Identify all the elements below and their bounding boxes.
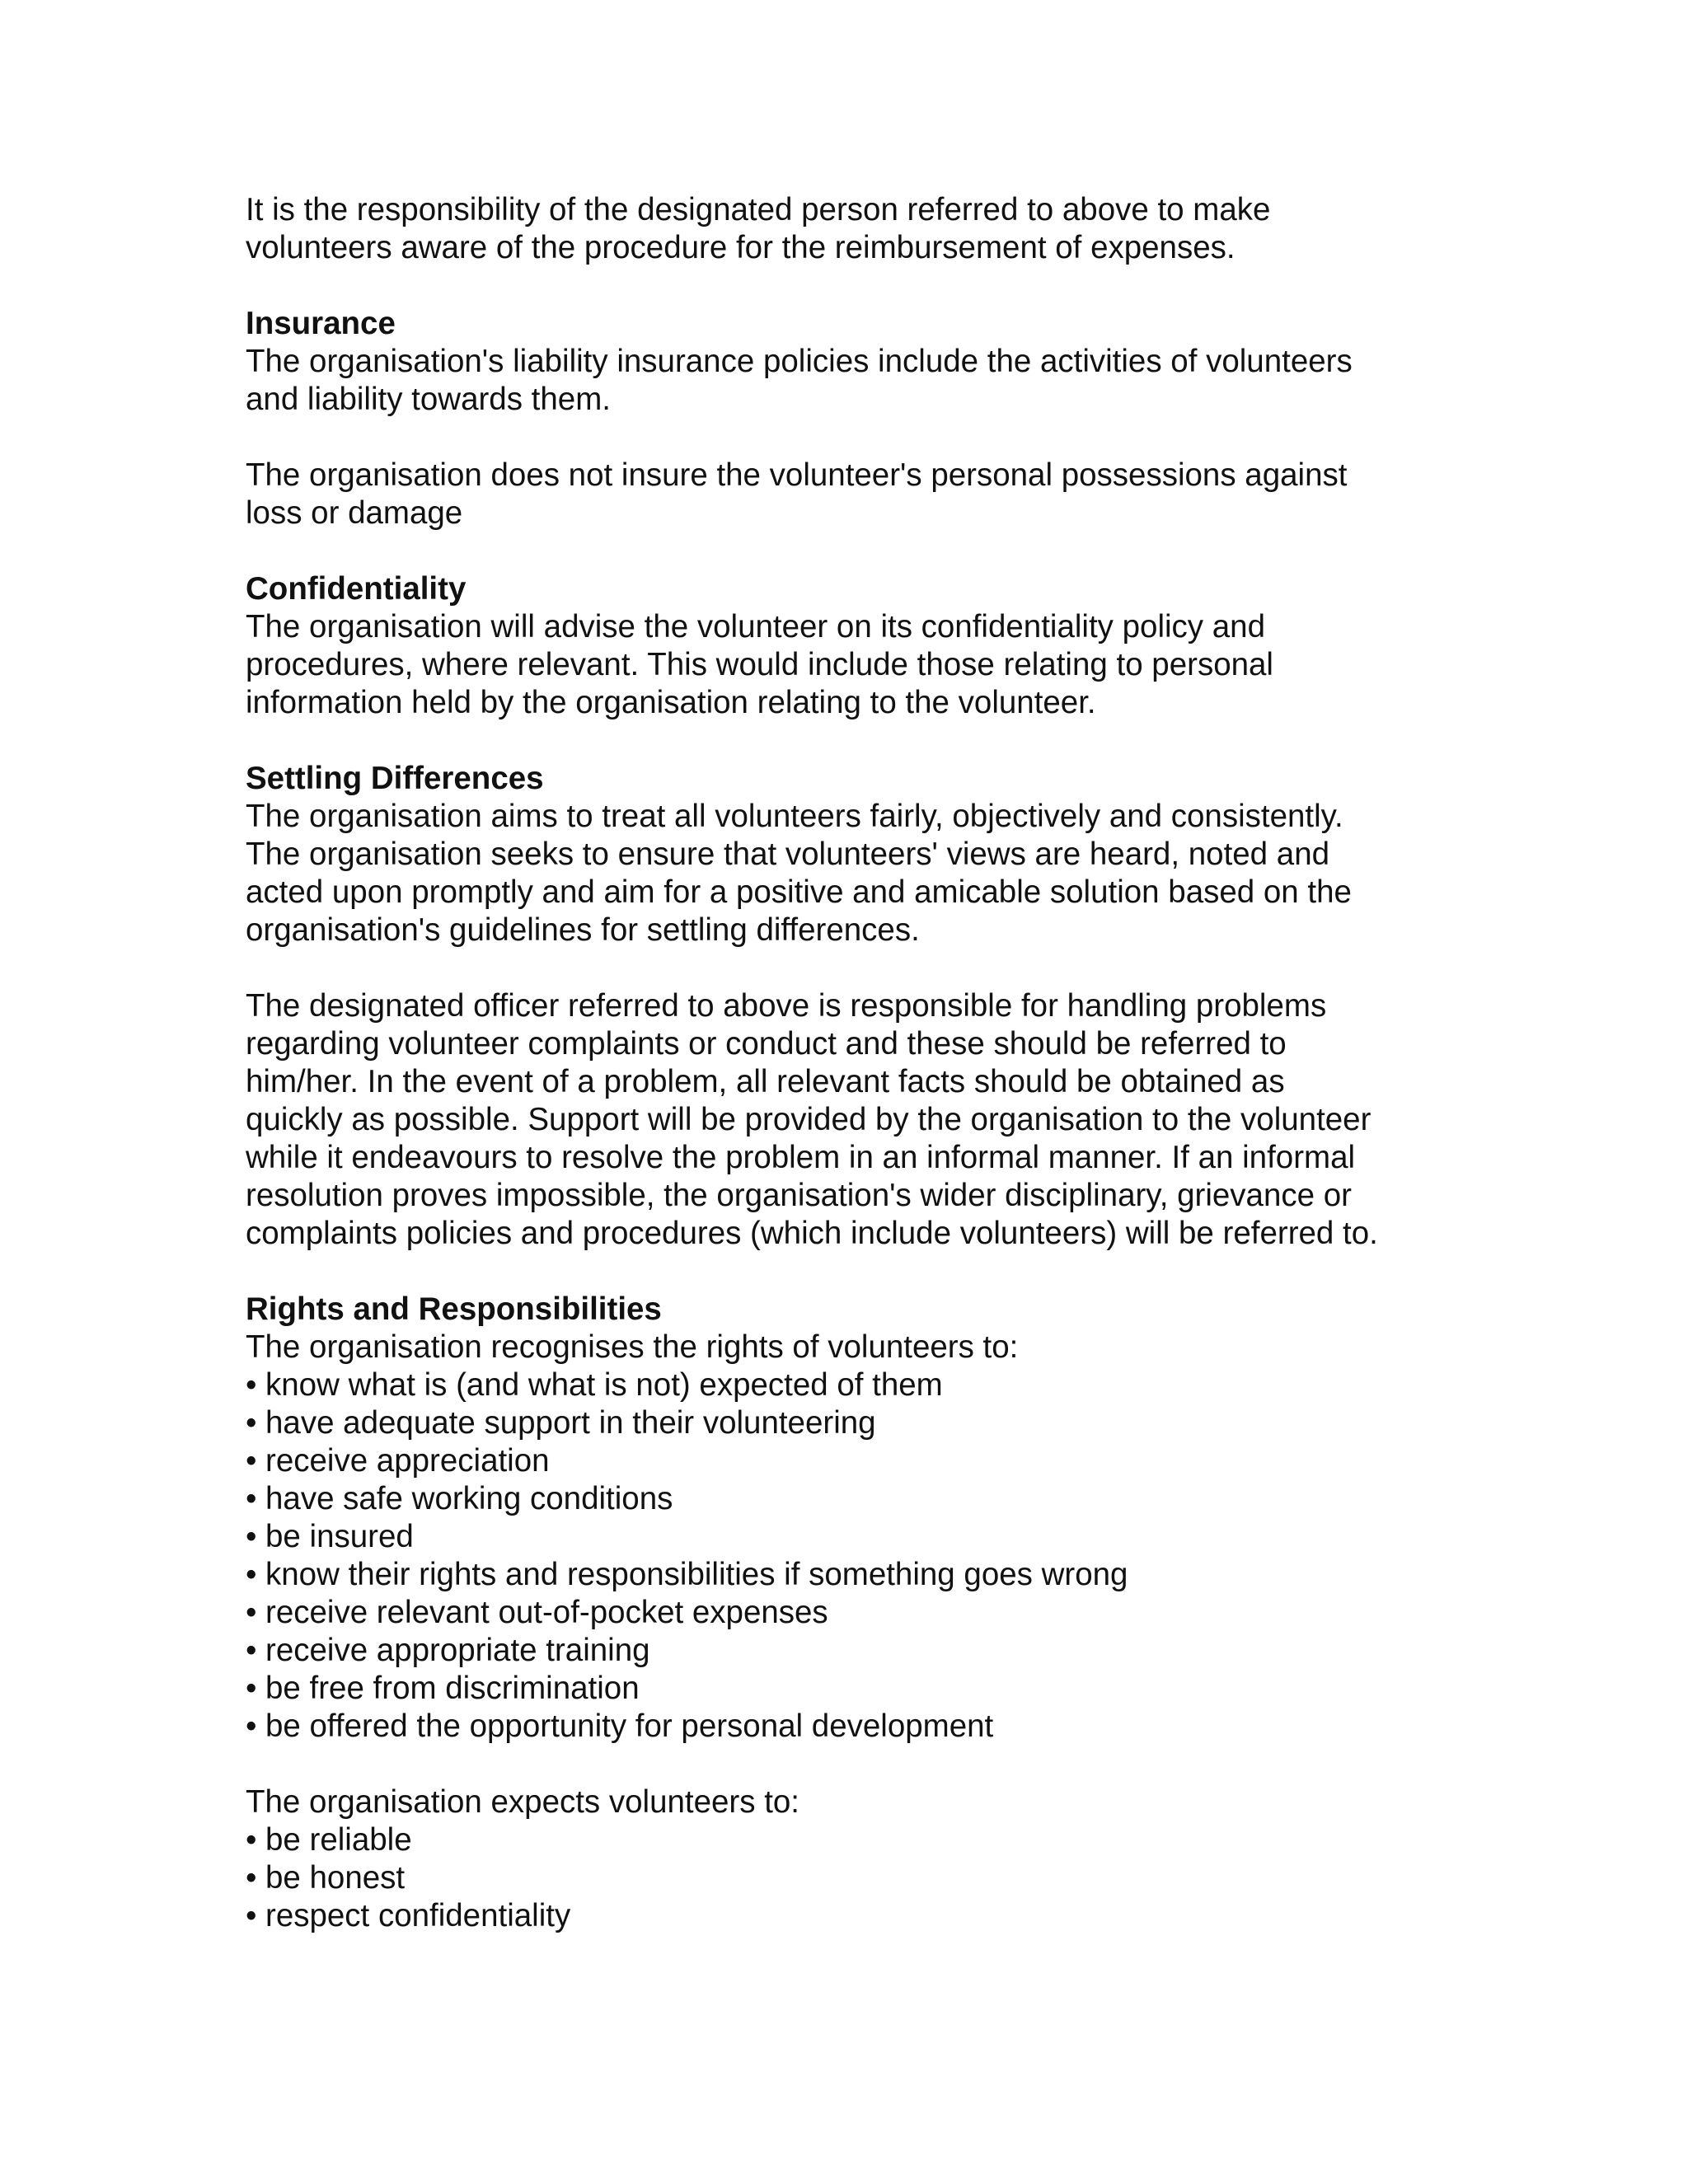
- list-item: • have adequate support in their volunteering: [246, 1405, 876, 1441]
- bullet-icon: •: [246, 1633, 257, 1668]
- insurance-p2-line-1: The organisation does not insure the volunteer's personal possessions against: [246, 457, 1348, 493]
- expects-list: [246, 1821, 1449, 1935]
- bullet-icon: •: [246, 1367, 257, 1403]
- bullet-icon: •: [246, 1405, 257, 1441]
- confidentiality-line-3: information held by the organisation relating to the volunteer.: [246, 685, 1096, 720]
- list-item: • respect confidentiality: [246, 1898, 571, 1933]
- bullet-icon: •: [246, 1519, 257, 1554]
- document-page: [246, 191, 1449, 1935]
- insurance-heading: Insurance: [246, 306, 396, 341]
- bullet-icon: •: [246, 1671, 257, 1706]
- bullet-icon: •: [246, 1860, 257, 1896]
- bullet-icon: •: [246, 1822, 257, 1858]
- confidentiality-heading: Confidentiality: [246, 571, 467, 607]
- bullet-icon: •: [246, 1595, 257, 1630]
- settling-p1-line-1: The organisation aims to treat all volunteers fairly, objectively and consistently.: [246, 799, 1343, 834]
- list-item: • know what is (and what is not) expected of them: [246, 1367, 943, 1403]
- settling-p2-line-6: resolution proves impossible, the organisation's wider disciplinary, grievance or: [246, 1178, 1352, 1213]
- bullet-icon: •: [246, 1708, 257, 1744]
- settling-heading: Settling Differences: [246, 761, 544, 796]
- settling-p1-line-4: organisation's guidelines for settling differences.: [246, 912, 920, 948]
- list-item: • be reliable: [246, 1822, 412, 1858]
- list-item: • be offered the opportunity for personal development: [246, 1708, 994, 1744]
- list-item: • receive appreciation: [246, 1443, 550, 1479]
- settling-p2-line-3: him/her. In the event of a problem, all relevant facts should be obtained as: [246, 1064, 1285, 1099]
- list-item: • know their rights and responsibilities if something goes wrong: [246, 1557, 1128, 1592]
- list-item: • be insured: [246, 1519, 414, 1554]
- list-item: • be honest: [246, 1860, 406, 1896]
- settling-p2-line-4: quickly as possible. Support will be provided by the organisation to the volunteer: [246, 1102, 1372, 1137]
- list-item: • receive appropriate training: [246, 1633, 650, 1668]
- confidentiality-line-2: procedures, where relevant. This would include those relating to personal: [246, 647, 1273, 682]
- insurance-p1-line-2: and liability towards them.: [246, 382, 611, 417]
- settling-p1-line-3: acted upon promptly and aim for a positive and amicable solution based on the: [246, 874, 1352, 910]
- bullet-icon: •: [246, 1557, 257, 1592]
- rights-list: [246, 1366, 1449, 1746]
- settling-p2-line-7: complaints policies and procedures (which include volunteers) will be referred to.: [246, 1216, 1378, 1251]
- settling-p2-line-5: while it endeavours to resolve the problem in an informal manner. If an informal: [246, 1140, 1356, 1175]
- intro-line-1: It is the responsibility of the designated person referred to above to make: [246, 192, 1271, 227]
- insurance-p2-line-2: loss or damage: [246, 495, 463, 531]
- intro-line-2: volunteers aware of the procedure for the reimbursement of expenses.: [246, 230, 1236, 265]
- bullet-icon: •: [246, 1898, 257, 1933]
- insurance-p1-line-1: The organisation's liability insurance policies include the activities of volunteers: [246, 344, 1353, 379]
- bullet-icon: •: [246, 1481, 257, 1516]
- list-item: • be free from discrimination: [246, 1671, 640, 1706]
- settling-p2-line-2: regarding volunteer complaints or conduct and these should be referred to: [246, 1026, 1287, 1062]
- expects-intro: The organisation expects volunteers to:: [246, 1784, 800, 1820]
- settling-p1-line-2: The organisation seeks to ensure that volunteers' views are heard, noted and: [246, 837, 1330, 872]
- list-item: • have safe working conditions: [246, 1481, 673, 1516]
- bullet-icon: •: [246, 1443, 257, 1479]
- rights-intro: The organisation recognises the rights of volunteers to:: [246, 1329, 1019, 1365]
- list-item: • receive relevant out-of-pocket expenses: [246, 1595, 828, 1630]
- rights-heading: Rights and Responsibilities: [246, 1291, 662, 1327]
- confidentiality-line-1: The organisation will advise the volunteer on its confidentiality policy and: [246, 609, 1265, 644]
- settling-p2-line-1: The designated officer referred to above is responsible for handling problems: [246, 988, 1327, 1024]
